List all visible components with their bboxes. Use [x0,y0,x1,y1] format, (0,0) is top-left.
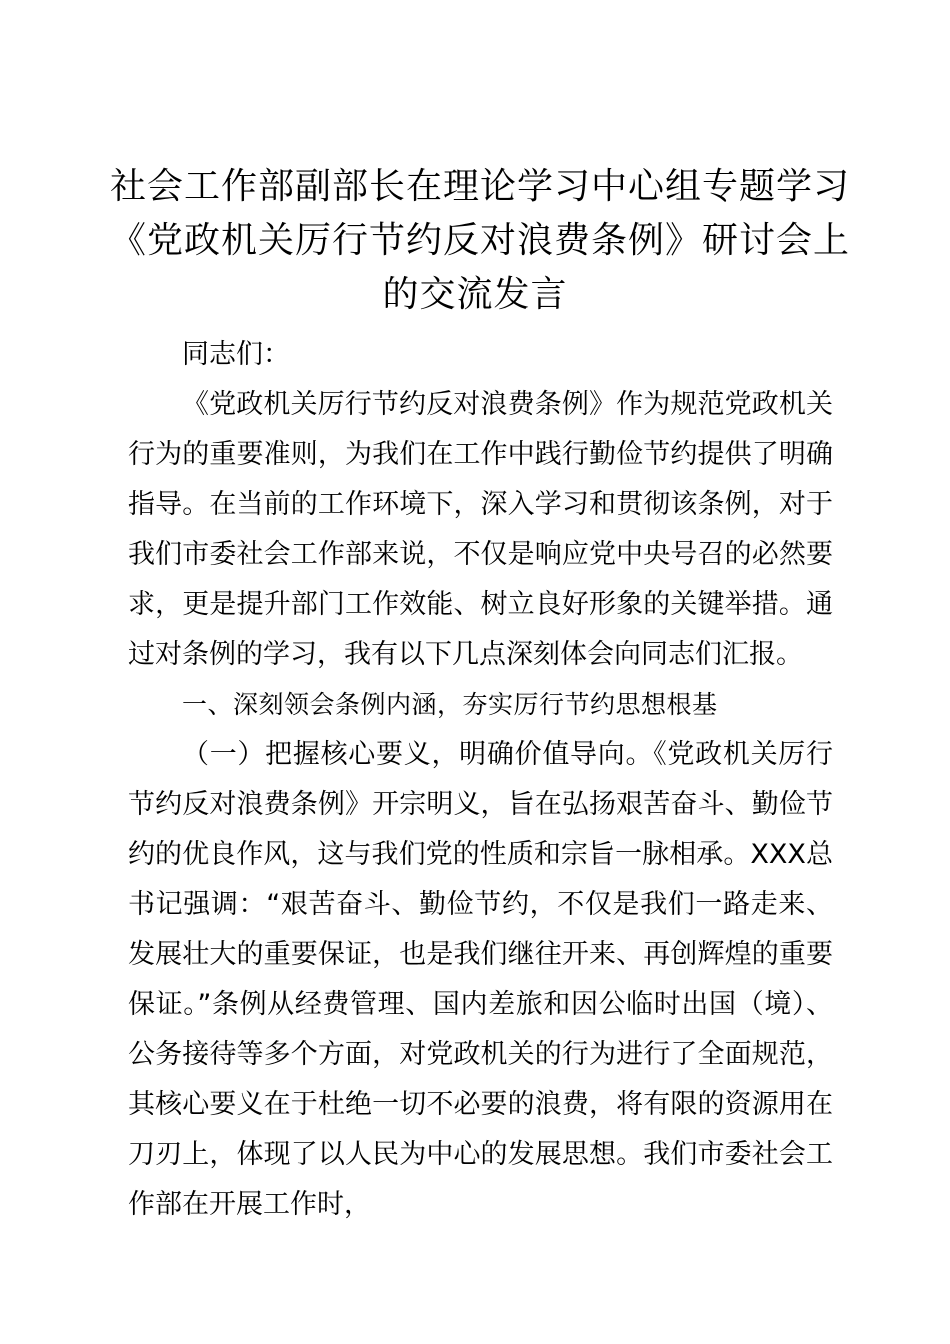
document-title [110,160,851,322]
title-line-1: 社会工作部副部长在理论学习中心组专题学习 [110,166,851,207]
section-heading: 一、深刻领会条例内涵，夯实厉行节约思想根基 [182,690,718,719]
document-body [128,330,833,1230]
intro-paragraph: 《党政机关厉行节约反对浪费条例》作为规范党政机关行为的重要准则，为我们在工作中践行勤俭节约提供了明确指导。在当前的工作环境下，深入学习和贯彻该条例，对于我们市委社会工作部来说，不仅是响应党中央号召的必然要求，更是提升部门工作效能、树立良好形象的关键举措。通过对条例的学习，我有以下几点深刻体会向同志们汇报。 [128,389,833,670]
title-line-2: 《党政机关厉行节约反对浪费条例》研讨会上 [110,220,851,261]
subsection-paragraph: （一）把握核心要义，明确价值导向。《党政机关厉行节约反对浪费条例》开宗明义，旨在弘扬艰苦奋斗、勤俭节约的优良作风，这与我们党的性质和宗旨一脉相承。XXX总书记强调：“艰苦奋斗、勤俭节约，不仅是我们一路走来、发展壮大的重要保证，也是我们继往开来、再创辉煌的重要保证。”条例从经费管理、国内差旅和因公临时出国（境）、公务接待等多个方面，对党政机关的行为进行了全面规范，其核心要义在于杜绝一切不必要的浪费，将有限的资源用在刀刃上，体现了以人民为中心的发展思想。我们市委社会工作部在开展工作时， [128,739,833,1220]
salutation: 同志们： [182,339,290,370]
title-line-3: 的交流发言 [382,274,568,315]
